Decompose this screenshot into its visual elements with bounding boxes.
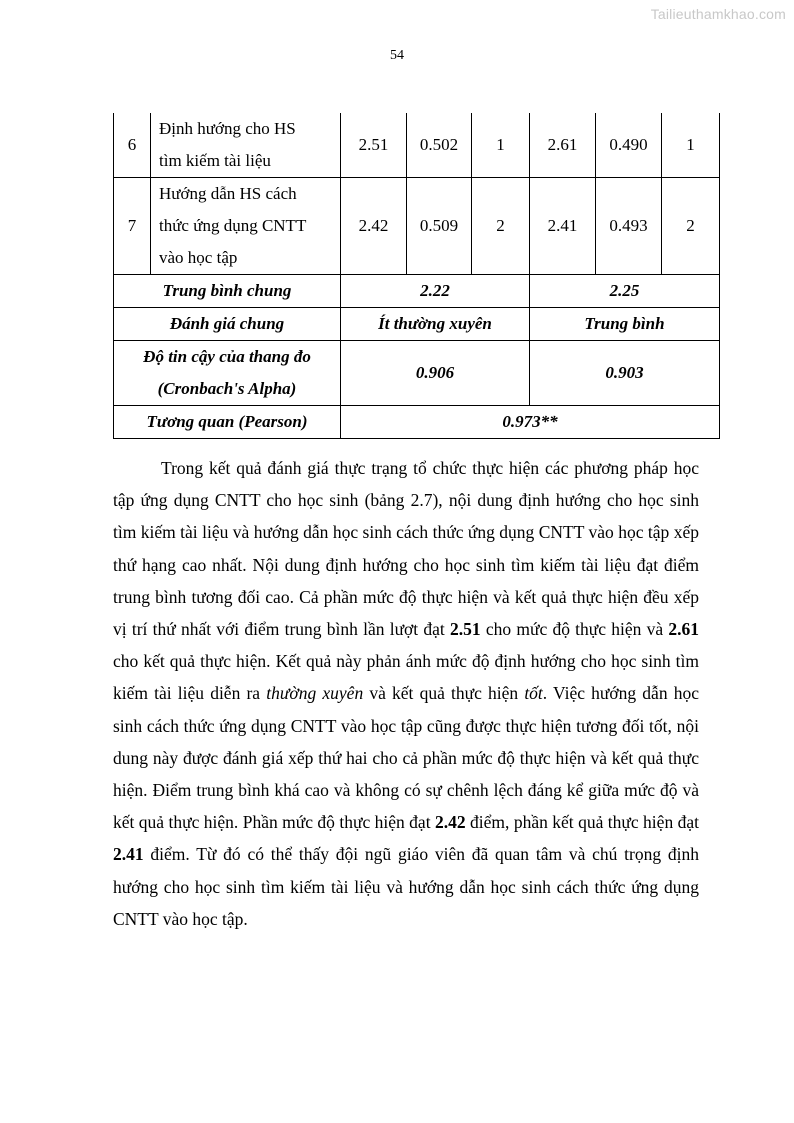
rank-result: 1 [662, 113, 720, 178]
row-number: 7 [114, 178, 151, 275]
correlation-label: Tương quan (Pearson) [114, 406, 341, 439]
table-row [114, 113, 720, 178]
row-content: Định hướng cho HS tìm kiếm tài liệu [151, 113, 341, 178]
correlation-value: 0.973** [341, 406, 720, 439]
average-label: Trung bình chung [114, 275, 341, 308]
rank-result: 2 [662, 178, 720, 275]
reliability-label: Độ tin cậy của thang đo (Cronbach's Alpha) [114, 341, 341, 406]
evaluation-label: Đánh giá chung [114, 308, 341, 341]
rank-level: 2 [472, 178, 530, 275]
rank-level: 1 [472, 113, 530, 178]
correlation-row [114, 406, 720, 439]
mean-result: 2.41 [530, 178, 596, 275]
evaluation-result-value: Trung bình [530, 308, 720, 341]
average-result-value: 2.25 [530, 275, 720, 308]
row-content: Hướng dẫn HS cách thức ứng dụng CNTT vào học tập [151, 178, 341, 275]
results-table [113, 113, 720, 439]
sd-level: 0.509 [407, 178, 472, 275]
mean-level: 2.42 [341, 178, 407, 275]
mean-level: 2.51 [341, 113, 407, 178]
table-row [114, 178, 720, 275]
sd-result: 0.490 [596, 113, 662, 178]
reliability-level-value: 0.906 [341, 341, 530, 406]
watermark-text: Tailieuthamkhao.com [650, 6, 786, 22]
average-row [114, 275, 720, 308]
reliability-row [114, 341, 720, 406]
page-number: 54 [390, 48, 404, 63]
evaluation-level-value: Ít thường xuyên [341, 308, 530, 341]
sd-level: 0.502 [407, 113, 472, 178]
mean-result: 2.61 [530, 113, 596, 178]
sd-result: 0.493 [596, 178, 662, 275]
row-number: 6 [114, 113, 151, 178]
average-level-value: 2.22 [341, 275, 530, 308]
evaluation-row [114, 308, 720, 341]
body-paragraph: Trong kết quả đánh giá thực trạng tổ chức thực hiện các phương pháp học tập ứng dụng CNTT cho học sinh (bảng 2.7), nội dung định hướng cho học sinh tìm kiếm tài liệu và hướng dẫn học sinh cách thức ứng dụng CNTT vào học tập xếp thứ hạng cao nhất. Nội dung định hướng cho học sinh tìm kiếm tài liệu đạt điểm trung bình tương đối cao. Cả phần mức độ thực hiện và kết quả thực hiện đều xếp vị trí thứ nhất với điểm trung bình lần lượt đạt 2.51 cho mức độ thực hiện và 2.61 cho kết quả thực hiện. Kết quả này phản ánh mức độ định hướng cho học sinh tìm kiếm tài liệu diễn ra thường xuyên và kết quả thực hiện tốt. Việc hướng dẫn học sinh cách thức ứng dụng CNTT vào học tập cũng được thực hiện tương đối tốt, nội dung này được đánh giá xếp thứ hai cho cả phần mức độ thực hiện và kết quả thực hiện. Điểm trung bình khá cao và không có sự chênh lệch đáng kể giữa mức độ và kết quả thực hiện. Phần mức độ thực hiện đạt 2.42 điểm, phần kết quả thực hiện đạt 2.41 điểm. Từ đó có thể thấy đội ngũ giáo viên đã quan tâm và chú trọng định hướng cho học sinh tìm kiếm tài liệu và hướng dẫn học sinh cách thức ứng dụng CNTT vào học tập. [113, 458, 699, 929]
reliability-result-value: 0.903 [530, 341, 720, 406]
